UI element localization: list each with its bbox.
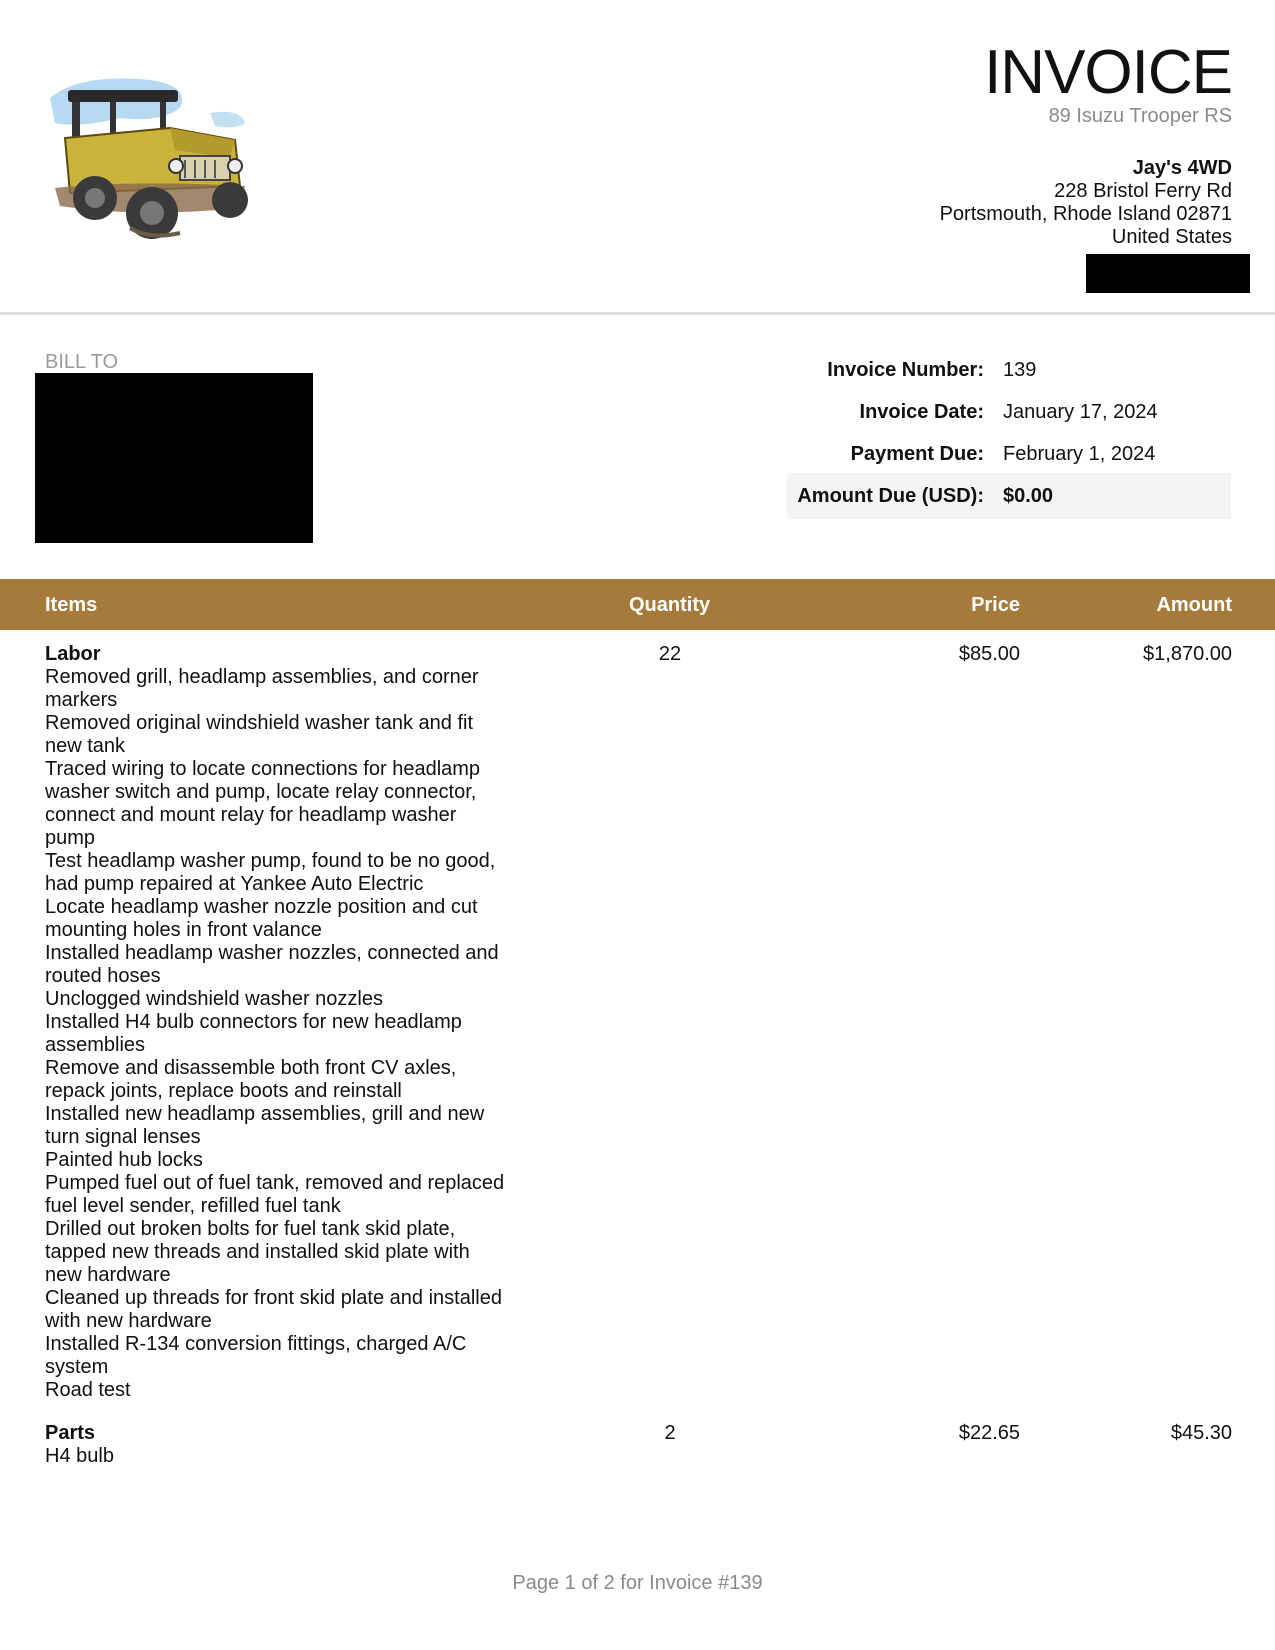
item-line: washer switch and pump, locate relay connector, — [45, 781, 477, 803]
item-amount: $1,870.00 — [1143, 643, 1232, 665]
item-line: Test headlamp washer pump, found to be no good, — [45, 850, 496, 872]
column-header-items: Items — [45, 594, 98, 616]
invoice-number-row — [787, 349, 1231, 391]
invoice-number-label: Invoice Number: — [827, 358, 984, 381]
item-quantity: 22 — [658, 643, 682, 665]
redacted-contact-block — [1086, 254, 1250, 293]
item-line: pump — [45, 827, 96, 849]
item-line: tapped new threads and installed skid plate with — [45, 1241, 470, 1263]
item-line: assemblies — [45, 1034, 146, 1056]
bill-to-label: BILL TO — [45, 351, 119, 373]
redacted-bill-to-block — [35, 373, 313, 543]
business-address — [940, 157, 1232, 249]
payment-due-label: Payment Due: — [850, 442, 984, 465]
company-logo — [40, 68, 260, 243]
item-line: with new hardware — [45, 1310, 212, 1332]
column-header-quantity: Quantity — [629, 594, 711, 616]
invoice-meta — [787, 349, 1231, 519]
item-quantity: 2 — [664, 1422, 676, 1444]
item-line: new tank — [45, 735, 126, 757]
item-line: H4 bulb — [45, 1445, 114, 1467]
item-price: $22.65 — [958, 1422, 1020, 1444]
item-line: mounting holes in front valance — [45, 919, 322, 941]
invoice-header — [940, 38, 1232, 249]
payment-due-row — [787, 433, 1231, 475]
item-line: Installed H4 bulb connectors for new headlamp — [45, 1011, 462, 1033]
address-line-2: Portsmouth, Rhode Island 02871 — [939, 203, 1232, 225]
payment-due-value: February 1, 2024 — [1003, 442, 1156, 465]
item-line: Cleaned up threads for front skid plate and installed — [45, 1287, 502, 1309]
item-line: Drilled out broken bolts for fuel tank skid plate, — [45, 1218, 456, 1240]
item-line: fuel level sender, refilled fuel tank — [45, 1195, 341, 1217]
invoice-date-value: January 17, 2024 — [1003, 400, 1158, 423]
item-line: routed hoses — [45, 965, 161, 987]
page-footer: Page 1 of 2 for Invoice #139 — [512, 1572, 763, 1594]
item-line: Removed grill, headlamp assemblies, and corner — [45, 666, 479, 688]
item-line: Locate headlamp washer nozzle position and cut — [45, 896, 478, 918]
item-line: turn signal lenses — [45, 1126, 201, 1148]
item-line: Remove and disassemble both front CV axles, — [45, 1057, 457, 1079]
item-line: Unclogged windshield washer nozzles — [45, 988, 383, 1010]
items-table-header — [0, 579, 1275, 630]
address-country: United States — [1111, 226, 1232, 248]
item-line: connect and mount relay for headlamp washer — [45, 804, 457, 826]
column-header-price: Price — [971, 594, 1020, 616]
item-line: had pump repaired at Yankee Auto Electric — [45, 873, 424, 895]
item-line: system — [45, 1356, 109, 1378]
item-name: Parts — [45, 1422, 96, 1444]
business-name: Jay's 4WD — [1132, 157, 1232, 179]
item-line: Installed headlamp washer nozzles, connected and — [45, 942, 499, 964]
invoice-date-label: Invoice Date: — [859, 400, 984, 423]
item-description — [45, 643, 545, 1402]
item-line: Road test — [45, 1379, 131, 1401]
item-line: Painted hub locks — [45, 1149, 203, 1171]
item-line: Installed R-134 conversion fittings, charged A/C — [45, 1333, 467, 1355]
item-description — [45, 1422, 545, 1468]
amount-due-row — [787, 473, 1231, 519]
address-line-1: 228 Bristol Ferry Rd — [1054, 180, 1232, 202]
item-line: Traced wiring to locate connections for headlamp — [45, 758, 481, 780]
invoice-subtitle: 89 Isuzu Trooper RS — [1048, 105, 1232, 127]
item-line: markers — [45, 689, 118, 711]
item-line: Pumped fuel out of fuel tank, removed and replaced — [45, 1172, 505, 1194]
invoice-date-row — [787, 391, 1231, 433]
item-amount: $45.30 — [1170, 1422, 1232, 1444]
item-price: $85.00 — [958, 643, 1020, 665]
header-divider — [0, 312, 1275, 315]
item-line: repack joints, replace boots and reinstall — [45, 1080, 402, 1102]
item-name: Labor — [45, 643, 101, 665]
item-line: new hardware — [45, 1264, 171, 1286]
item-line: Installed new headlamp assemblies, grill and new — [45, 1103, 485, 1125]
column-header-amount: Amount — [1156, 594, 1232, 616]
amount-due-value: $0.00 — [1003, 484, 1054, 507]
invoice-title: INVOICE — [984, 38, 1232, 107]
amount-due-label: Amount Due (USD): — [797, 484, 984, 507]
invoice-number-value: 139 — [1003, 358, 1037, 381]
item-line: Removed original windshield washer tank and fit — [45, 712, 474, 734]
